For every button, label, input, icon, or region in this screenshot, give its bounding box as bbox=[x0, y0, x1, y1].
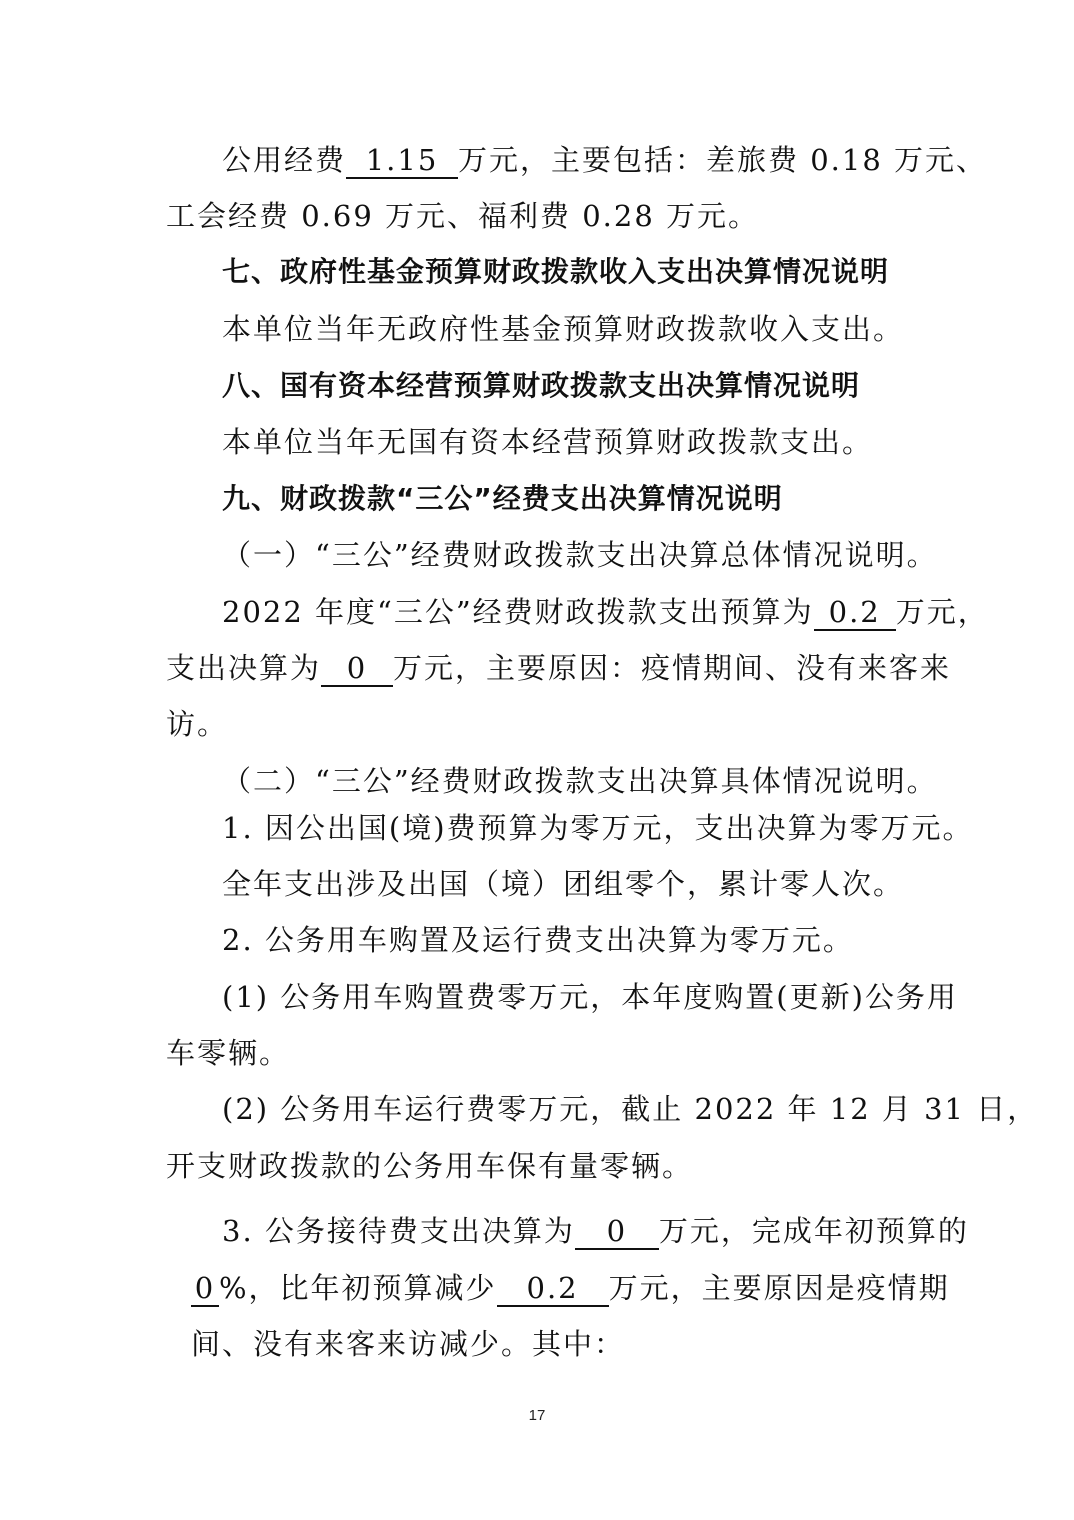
budget-line bbox=[222, 592, 989, 632]
text-segment: 万元，主要原因：疫情期间、没有来客来 bbox=[393, 651, 952, 685]
text-segment: 支出决算为 bbox=[166, 651, 322, 685]
text-segment: 万元， bbox=[895, 595, 989, 629]
underlined-amount: 0.2 bbox=[497, 1271, 609, 1307]
paragraph-line: 访。 bbox=[166, 707, 229, 741]
paragraph-line: 本单位当年无政府性基金预算财政拨款收入支出。 bbox=[222, 312, 905, 346]
item-line: (2) 公务用车运行费零万元，截止 2022 年 12 月 31 日， bbox=[222, 1092, 1039, 1126]
subsection-heading-1: （一）“三公”经费财政拨款支出决算总体情况说明。 bbox=[222, 538, 938, 572]
underlined-amount: 0.2 bbox=[814, 595, 896, 631]
section-heading-7: 七、政府性基金预算财政拨款收入支出决算情况说明 bbox=[222, 255, 890, 288]
paragraph-line: 本单位当年无国有资本经营预算财政拨款支出。 bbox=[222, 425, 874, 459]
paragraph-line: 间、没有来客来访减少。其中： bbox=[191, 1327, 626, 1361]
item-line: 1. 因公出国(境)费预算为零万元，支出决算为零万元。 bbox=[222, 811, 974, 845]
actual-line bbox=[166, 648, 951, 688]
section-heading-8: 八、国有资本经营预算财政拨款支出决算情况说明 bbox=[222, 369, 861, 402]
text-segment: 2022 年度“三公”经费财政拨款支出预算为 bbox=[222, 595, 814, 629]
reception-detail-line bbox=[191, 1268, 950, 1308]
underlined-amount: 0 bbox=[575, 1214, 659, 1250]
text-segment: 3. 公务接待费支出决算为 bbox=[222, 1214, 575, 1248]
text-segment: 万元，完成年初预算的 bbox=[658, 1214, 969, 1248]
section-heading-9: 九、财政拨款“三公”经费支出决算情况说明 bbox=[222, 482, 783, 515]
item-line: (1) 公务用车购置费零万元，本年度购置(更新)公务用 bbox=[222, 980, 958, 1014]
page-number: 17 bbox=[528, 1407, 546, 1424]
text-segment: %，比年初预算减少 bbox=[219, 1271, 497, 1305]
item-line: 2. 公务用车购置及运行费支出决算为零万元。 bbox=[222, 923, 854, 957]
text-segment: 万元，主要原因是疫情期 bbox=[608, 1271, 950, 1305]
item-line: 车零辆。 bbox=[166, 1036, 291, 1070]
item-line: 开支财政拨款的公务用车保有量零辆。 bbox=[166, 1149, 694, 1183]
underlined-amount: 0 bbox=[321, 651, 393, 687]
reception-line bbox=[222, 1211, 969, 1251]
text-segment: 万元，主要包括：差旅费 0.18 万元、 bbox=[458, 143, 988, 177]
paragraph-line: 工会经费 0.69 万元、福利费 0.28 万元。 bbox=[166, 199, 760, 233]
text-segment: 公用经费 bbox=[222, 143, 347, 177]
item-line: 全年支出涉及出国（境）团组零个，累计零人次。 bbox=[222, 867, 905, 901]
public-expense-line bbox=[222, 140, 987, 180]
underlined-amount: 0 bbox=[191, 1271, 219, 1307]
underlined-amount: 1.15 bbox=[346, 143, 458, 179]
subsection-heading-2: （二）“三公”经费财政拨款支出决算具体情况说明。 bbox=[222, 764, 938, 798]
